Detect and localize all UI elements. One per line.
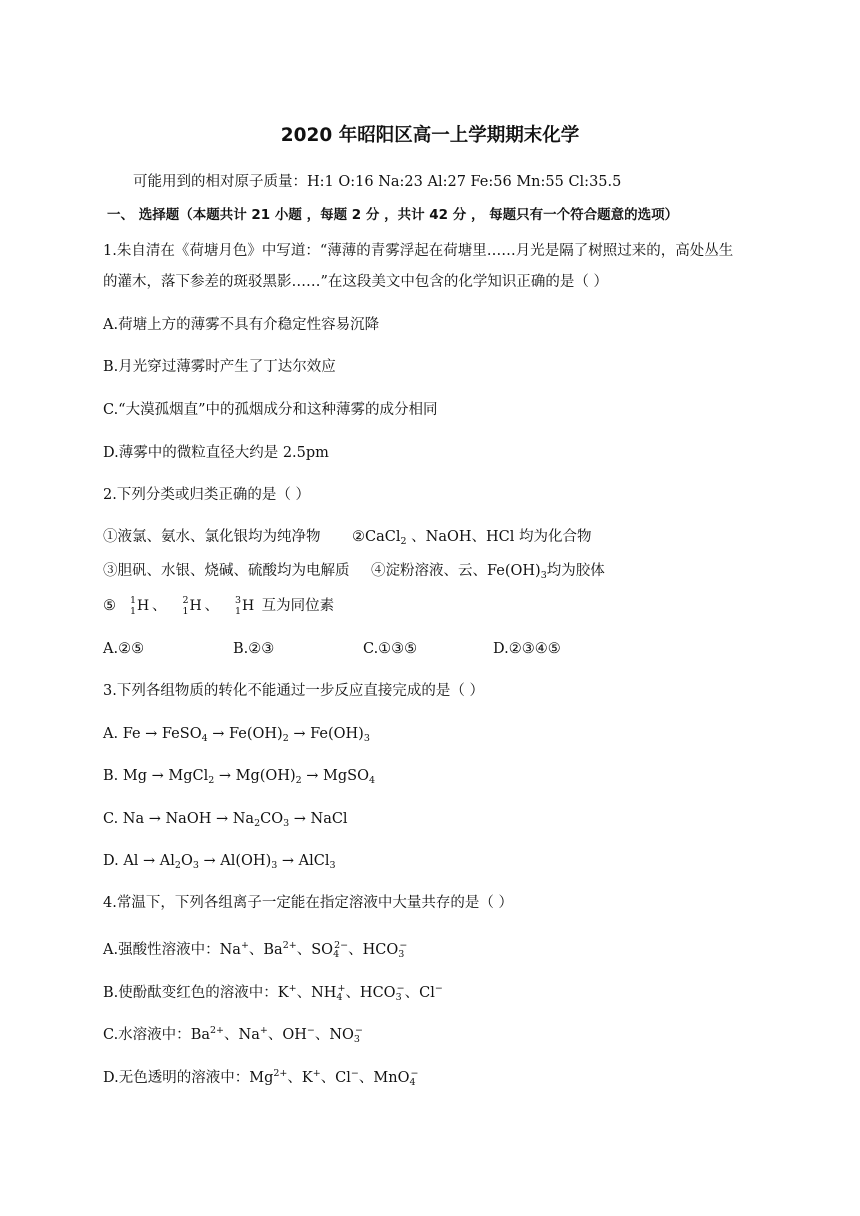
q2-option-a: A.②⑤ (103, 641, 145, 657)
q1-option-a: A.荷塘上方的薄雾不具有介稳定性容易沉降 (103, 317, 380, 333)
q1-stem-line1: 1.朱自清在《荷塘月色》中写道：“薄薄的青雾浮起在荷塘里……月光是隔了树照过来的，高处丛生 (103, 243, 734, 259)
q2-option-b: B.②③ (233, 641, 275, 657)
q1-option-d: D.薄雾中的微粒直径大约是 2.5pm (103, 445, 329, 461)
q3-option-a: A. Fe → FeSO$_4$ → $Fe(OH)_2 \to Fe(OH)_3$ (103, 726, 370, 744)
q3-option-d: D. $Al \to Al_2O_3 \to Al(OH)_3$ → AlCl$_3$ (103, 853, 336, 871)
q2-item-5: ⑤ 1 1 H 、 2 1 H 、 3 1 H 互为同位素 (103, 595, 335, 617)
atomic-masses: 可能用到的相对原子质量：H:1 O:16 Na:23 Al:27 Fe:56 Mn:55 Cl:35.5 (133, 174, 622, 190)
q2-option-d: D.②③④⑤ (493, 641, 561, 657)
q1-option-b: B.月光穿过薄雾时产生了丁达尔效应 (103, 359, 336, 375)
isotope-h2: 2 1 H (182, 595, 202, 617)
q2-option-c: C.①③⑤ (363, 641, 418, 657)
q4-option-c: C.水溶液中：$Ba^{2+}$、Na+、OH−、$NO_3^-$ (103, 1025, 363, 1045)
isotope-h1: 1 1 H (130, 595, 150, 617)
section-heading: 一、 选择题（本题共计 21 小题 ，每题 2 分 ，共计 42 分 ， 每题只有一个符合题意的选项） (107, 207, 679, 223)
q3-option-c: C. Na → NaOH → $Na_2CO_3$ → NaCl (103, 811, 348, 829)
q1-stem-line2: 的灌木，落下参差的斑驳黑影……”在这段美文中包含的化学知识正确的是（ ） (103, 274, 609, 290)
page-title: 2020 年昭阳区高一上学期期末化学 (280, 125, 580, 146)
q3-option-b: B. Mg → MgCl$_2$ → $Mg(OH)_2$ → MgSO$_4$ (103, 768, 376, 786)
q2-stem: 2.下列分类或归类正确的是（ ） (103, 487, 310, 503)
q4-option-d: D.无色透明的溶液中：$Mg^{2+}$、K+、Cl−、MnO$_4$− (103, 1068, 419, 1088)
q4-option-b: B.使酚酞变红色的溶液中：K+、$NH_4^+$、$HCO_3^-$、Cl− (103, 983, 443, 1003)
q2-item-4: ④淀粉溶液、云、$Fe(OH)_3$均为胶体 (371, 563, 605, 581)
q2-item-1: ①液氯、氨水、氯化银均为纯净物 (103, 529, 321, 545)
q2-item-2: ②CaCl$_2$ 、NaOH、HCl 均为化合物 (352, 529, 592, 547)
isotope-h3: 3 1 H (235, 595, 255, 617)
q1-option-c: C.“大漠孤烟直”中的孤烟成分和这种薄雾的成分相同 (103, 402, 438, 418)
q4-option-a: A.强酸性溶液中：Na+、$Ba^{2+}$、$SO_4^{2-}$、$HCO_3^-$ (103, 940, 408, 960)
q4-stem: 4.常温下，下列各组离子一定能在指定溶液中大量共存的是（ ） (103, 895, 513, 911)
q2-item-3: ③胆矾、水银、烧碱、硫酸均为电解质 (103, 563, 350, 579)
q3-stem: 3.下列各组物质的转化不能通过一步反应直接完成的是（ ） (103, 683, 484, 699)
